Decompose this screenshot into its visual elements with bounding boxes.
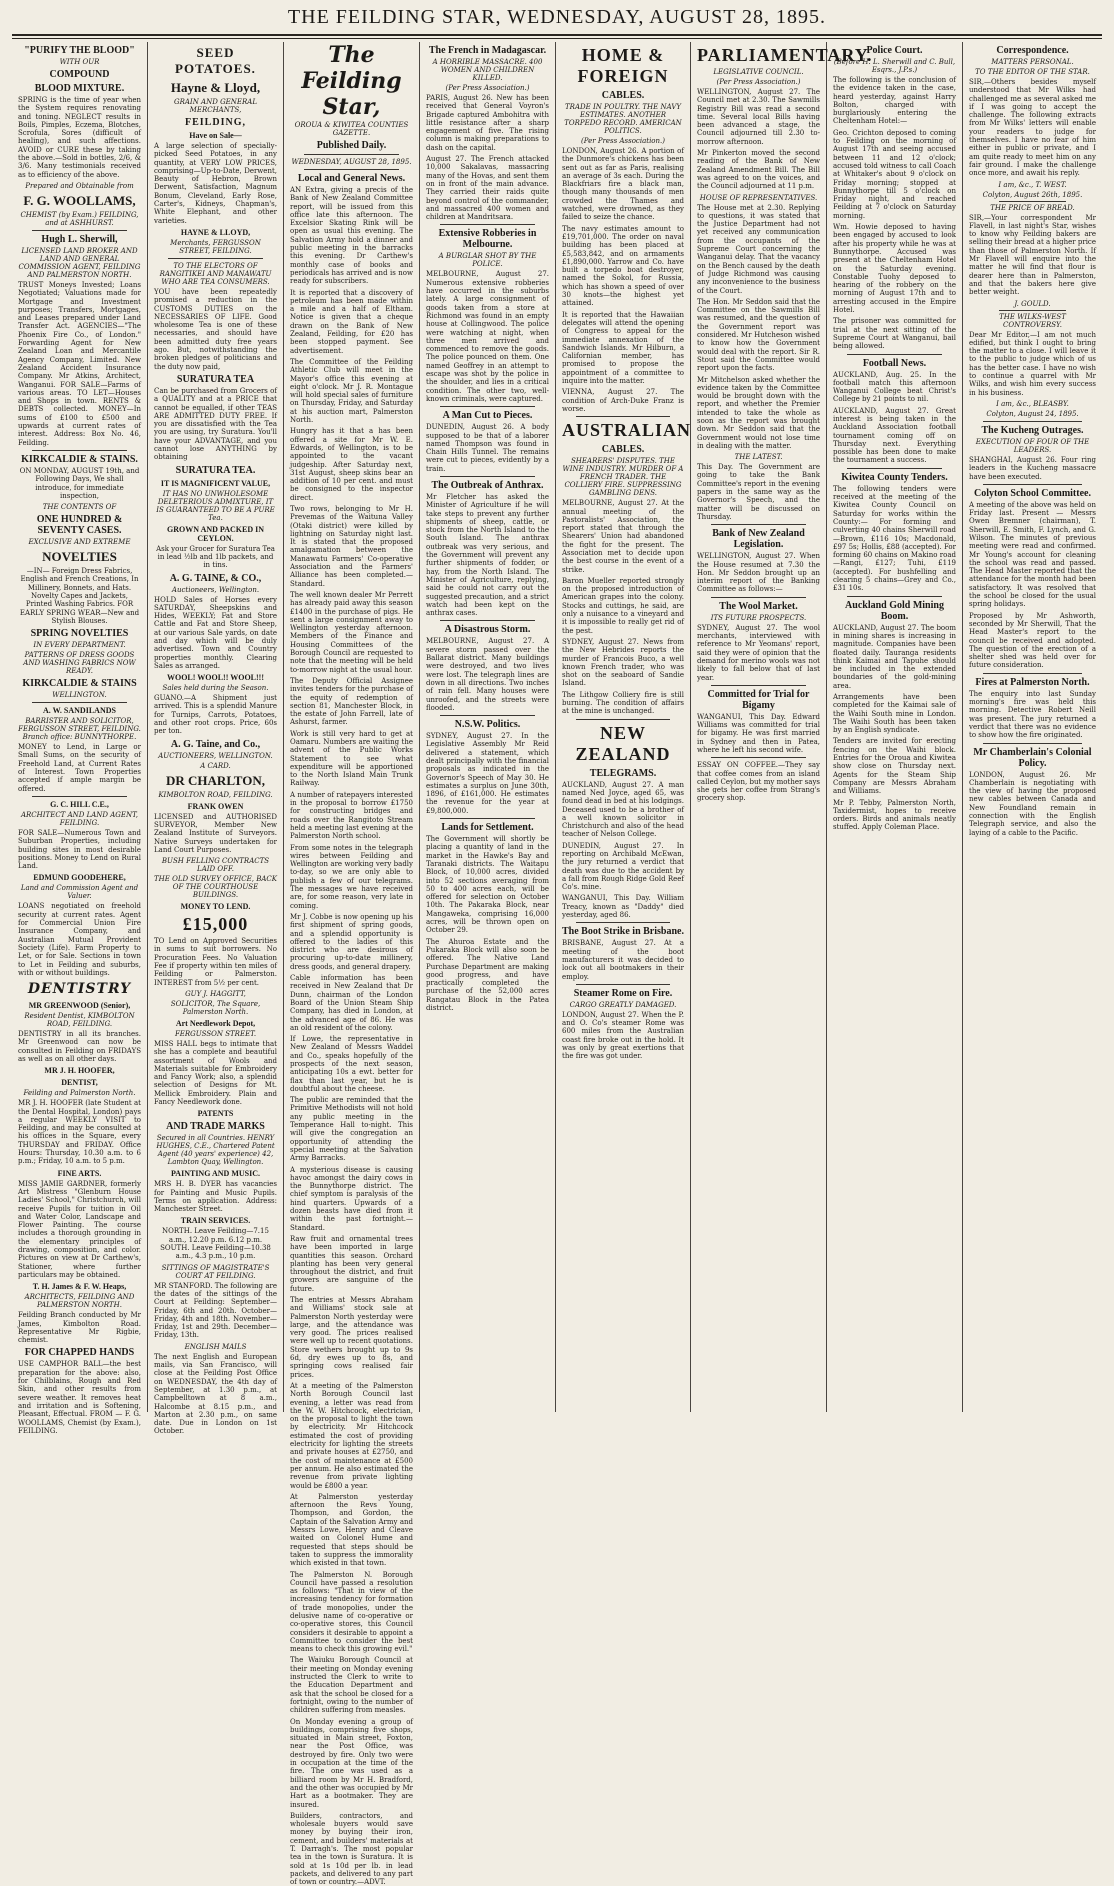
article-heading: Kiwitea County Tenders. — [841, 471, 948, 483]
ad-subheading: BUSH FELLING CONTRACTS LAID OFF. — [161, 857, 270, 874]
news-paragraph: AUCKLAND, Aug. 25. In the football match this afternoon Wanganui College beat Christ's College by 21 points to nil. — [833, 370, 956, 404]
article-heading: Committed for Trial for Bigamy — [707, 688, 810, 711]
ad-heading: TRAIN SERVICES. — [180, 1216, 251, 1226]
article-heading: PARLIAMENTARY. — [697, 45, 873, 65]
paper-subtitle: OROUA & KIWITEA COUNTIES GAZETTE. — [294, 121, 409, 137]
news-paragraph: Cable information has been received in New Zealand that Dr Dunn, chairman of the London Board of the Union Steam Ship Company, has died in London, at the advanced age of 86. He was an old resident of the colony. — [290, 974, 413, 1032]
column-advertisements-2 — [148, 42, 283, 1436]
news-paragraph: Tenders are invited for erecting fencing on the Waihi block. Entries for the Oroua and Kiwitea show close on Thursday next. Agents for the Steam Ship Company are Messrs Abraham and Williams. — [833, 737, 956, 796]
ad-subheading: SOLICITOR, The Square, Palmerston North. — [170, 999, 261, 1016]
ad-subheading: GRAIN AND GENERAL MERCHANTS, — [174, 98, 257, 114]
ad-heading: Art Needlework Depot, — [175, 1018, 256, 1028]
news-paragraph: From some notes in the telegraph wires between Feilding and Wellington are working very badly to-day, so we are only able to publish a few of our telegrams. The messages we have received are, for some reason, very late in coming. — [290, 843, 413, 910]
letter-dateline: Colyton, August 26th, 1895. — [982, 190, 1083, 199]
news-paragraph: The navy estimates amount to £19,701,000. The order on naval building has been placed at £5,583,842, and on armaments £1,890,000. Yarrow and Co. have built a torpedo boat destroyer, named the Sokol, for Russia, which has shown a speed of over 30 knots—the highest yet attained. — [562, 224, 684, 308]
news-paragraph: AUCKLAND, August 27. A man named Ned Joyce, aged 65, was found dead in bed at his lodgings. Deceased used to be a brother of a well known solicitor in Christchurch and also of the head teacher of Nelson College. — [562, 780, 684, 839]
article-heading: TELEGRAMS. — [589, 767, 657, 779]
ad-subheading: BARRISTER AND SOLICITOR, FERGUSSON STREET, FEILDING. Branch office: BUNNYTHORPE. — [18, 717, 141, 742]
ad-heading: GROWN AND PACKED IN CEYLON. — [167, 524, 264, 543]
letter-signature: J. GOULD. — [1014, 299, 1051, 308]
article-subheading: CARGO GREATLY DAMAGED. — [569, 1000, 677, 1009]
ad-subheading: ARCHITECTS, FEILDING AND PALMERSTON NORTH. — [24, 1293, 135, 1310]
news-paragraph: AUCKLAND, August 27. The boom in mining shares is increasing in magnitude. Companies have been floated daily. Tauranga residents think Kaimai and Tapuhe should be included in the extended boundaries of the gold-mining area. — [833, 623, 956, 690]
dentistry-logo: DENTISTRY — [27, 981, 132, 998]
ad-subheading: FERGUSSON STREET. — [174, 1029, 257, 1038]
paper-title: The Feilding Star, — [301, 42, 402, 120]
news-paragraph: Geo. Crichton deposed to coming to Feilding on the morning of August 17th and seeing accused between 11 and 12 o'clock; accused told witness to call Coach at Whitaker's about 9 o'clock on Friday morning; stopped at Bunnythorpe till 5 o'clock on Friday night, and reached Feilding at 7 o'clock on Saturday morning. — [833, 128, 956, 220]
news-paragraph: WELLINGTON, August 27. When the House resumed at 7.30 the Hon. Mr Seddon brought up an interim report of the Banking Committee as follows:— — [697, 552, 820, 594]
ad-heading: Have on Sale— — [189, 131, 242, 140]
news-paragraph: Mr J. Cobbe is now opening up his first shipment of spring goods, and a splendid opportunity is offered to the ladies of this district who are desirous of procuring up-to-date millinery, dress goods, and general drapery. — [290, 912, 413, 971]
divider — [999, 310, 1066, 311]
divider — [711, 757, 806, 758]
news-paragraph: Wm. Howie deposed to having been engaged by accused to look after his property while he was at Bunnythorpe. Accused was present at the Cheltenham Hotel on the Saturday evening. Constable Tuohy deposed to hearing of the robbery on the morning of August 17th and to arresting accused in the Empire Hotel. — [833, 223, 956, 315]
ad-body: Feilding Branch conducted by Mr James, Kimbolton Road. Representative Mr Rigbie, chemist. — [18, 1311, 141, 1345]
ad-body: GUANO.—A Shipment just arrived. This is a splendid Manure for Turnips, Carrots, Potatoes, and other root crops. Price, 60s per ton. — [154, 694, 277, 736]
masthead: THE FEILDING STAR, WEDNESDAY, AUGUST 28, 1895. — [287, 6, 827, 28]
press-association-credit: (Per Press Association.) — [716, 78, 801, 86]
ad-subheading: Merchants, FERGUSSON STREET, FEILDING. — [170, 238, 261, 255]
ad-amount: £15,000 — [182, 914, 249, 935]
divider — [711, 524, 806, 525]
paper-frequency: Published Daily. — [316, 140, 387, 151]
article-subheading: EXECUTION OF FOUR OF THE LEADERS. — [975, 437, 1090, 454]
divider — [440, 224, 535, 225]
news-paragraph: The following tenders were received at the meeting of the Kiwitea County Council on Saturday for works within the County:— For forming and culverting 40 chains Sherwill road—Brown, £116 10s; Macdonald, £97 5s; Hollis, £88 (accepted). For forming 60 chains on Makino road—Rangi, £127; Tuhi, £119 (accepted). For bushfelling and clearing 5 chains—Grey and Co., £31 10s. — [833, 484, 956, 593]
news-paragraph: The entries at Messrs Abraham and Williams' stock sale at Palmerston North yesterday were large, and the attendance was very good. The prices realised were well up to recent quotations. Store wethers brought up to 9s 6d, dry ewes up to 8s, and springing cows realised fair prices. — [290, 1296, 413, 1379]
ad-subheading: ARCHITECT AND LAND AGENT, FEILDING. — [20, 810, 138, 827]
ad-heading: ONE HUNDRED & SEVENTY CASES. — [36, 514, 123, 537]
article-heading: Mr Chamberlain's Colonial Policy. — [973, 746, 1092, 769]
ad-body: MR J. H. HOOFER (late Student at the Dental Hospital, London) pays a regular WEEKLY VISIT to Feilding, and may be consulted at his offices in the Square, every THURSDAY and FRIDAY. Office Hours: Thursday, 10.30 a.m. to 6 p.m.; Friday, 10 a.m. to 5 p.m. — [18, 1099, 141, 1166]
ad-heading: IT IS MAGNIFICENT VALUE, — [160, 478, 271, 488]
news-paragraph: AUCKLAND, August 27. Great interest is being taken in the Auckland Association football tournament coming off on Thursday next. Everything possible has been done to make the tournament a success. — [833, 406, 956, 465]
news-paragraph: The Government will shortly be placing a quantity of land in the market in the Hawke's Bay and Taranaki districts. The Waitapu Block, of 10,000 acres, divided into 52 sections averaging from 50 to 400 acres each, will be offered for selection on October 10th. The Pakaraka Block, near Mangaweka, comprising 16,000 acres, will be thrown open on October 29. — [426, 835, 549, 935]
ad-subheading: WELLINGTON. — [52, 691, 107, 700]
news-paragraph: It is reported that the Hawaiian delegates will attend the opening of Congress to appeal for the immediate annexation of the Sandwich Islands. Mr Hilburn, a Californian member, has promised to propose the appointment of a committee to inquire into the matter. — [562, 310, 684, 386]
ad-heading: SPRING NOVELTIES — [30, 628, 129, 640]
ad-subheading: ENGLISH MAILS — [184, 1342, 247, 1351]
divider — [440, 620, 535, 621]
news-paragraph: August 27. The French attacked 10,000 Sakalavas, massacring many of the Hovas, and sent them on in front of the main advance. They carried their raids quite beyond control of the commander, and massacred 400 women and children at Mandritsara. — [426, 155, 549, 222]
news-paragraph: It is reported that a discovery of petroleum has been made within a mile and a half of Eltham. Notice is given that a cheque drawn on the Bank of New Zealand, Feilding, for £20 has been stopped payment. See advertisement. — [290, 288, 413, 355]
news-paragraph: The well known dealer Mr Perrett has already paid away this season £1400 in the purchase of pigs. He sent a large consignment away to Wellington yesterday afternoon. Members of the Finance and Housing Committees of the Borough Council are requested to note that the meeting will be held to-morrow night at the usual hour. — [290, 590, 413, 674]
ad-heading: MR GREENWOOD (Senior), — [28, 1001, 131, 1011]
news-paragraph: If Lowe, the representative in New Zealand of Messrs Waddel and Co., speaks hopefully of the prospects of the next season, anticipating 10s a ewt. better for flax than last year, but he is doubtful about the cheese. — [290, 1035, 413, 1093]
news-paragraph: The Hon. Mr Seddon said that the Committee on the Sawmills Bill was resumed, and the question of the Government report was considered. Mr Hutcheson wished to know how the Government would deal with the report. Sir R. Stout said the Committee would report upon the facts. — [697, 297, 820, 373]
divider — [304, 169, 399, 170]
ad-heading: BLOOD MIXTURE. — [34, 83, 125, 94]
news-paragraph: On Monday evening a group of buildings, comprising five shops, situated in Main street, Foxton, near the Post Office, was destroyed by fire. Only two were in occupation at the time of the fire. The one was used as a billiard room by Mr H. Bradford, and the other was occupied by Mr Hart as a bootmaker. They are insured. — [290, 1717, 413, 1809]
news-paragraph: DUNEDIN, August 26. A body supposed to be that of a laborer named Thompson was found in Chain Hills Tunnel. The remains were cut to pieces, evidently by a train. — [426, 423, 549, 473]
ad-body: DENTISTRY in all its branches. Mr Greenwood can now be consulted in Feilding on FRIDAYS as well as on all other days. — [18, 1030, 141, 1063]
divider — [711, 597, 806, 598]
issue-date: WEDNESDAY, AUGUST 28, 1895. — [291, 158, 412, 166]
news-paragraph: SHANGHAI, August 26. Four ring leaders in the Kucheng massacre have been executed. — [969, 455, 1096, 481]
article-subheading: SHEARERS' DISPUTES. THE WINE INDUSTRY. MURDER OF A FRENCH TRADER. THE COLLIERY FIRE. SUPPRESSING GAMBLING DENS. — [562, 457, 684, 498]
press-association-credit: (Per Press Association.) — [445, 84, 530, 92]
news-paragraph: Proposed by Mr Ashworth, seconded by Mr Sherwill, That the Head Master's report to the council be received and adopted. The question of the erection of a shelter shed was held over for future consideration. — [969, 611, 1096, 670]
news-paragraph: DUNEDIN, August 27. In reporting on Archibald McEwan, the jury returned a verdict that death was due to the accident by a fall from Rough Ridge Gold Reef Co's. mine. — [562, 841, 684, 892]
ad-body: MISS HALL begs to intimate that she has a complete and beautiful assortment of Wools and Materials suitable for Embroidery and Fancy Work; also, a splendid selection of Designs for Mt. Mellick Embroidery. Plain and Fancy Needlework done. — [154, 1039, 277, 1106]
column-news-2 — [827, 42, 962, 1414]
ad-heading: NOVELTIES — [42, 549, 117, 565]
news-paragraph: MELBOURNE, August 27. At the annual meeting of the Pastoralists' Association, the report stated that through the Shearers' Union had abandoned the fight for the present. The Association met to decide upon the best course in the event of a strike. — [562, 499, 684, 574]
column-parliament — [691, 42, 873, 1414]
divider — [32, 450, 127, 451]
ad-subheading: PATTERNS OF DRESS GOODS AND WASHING FABRICS NOW READY. — [23, 651, 136, 676]
news-paragraph: Work is still very hard to get at Oamaru. Numbers are waiting the advent of the Public Works Statement to see what expenditure will be apportioned to the North Island Main Trunk Railway. — [290, 729, 413, 788]
ad-subheading: Sales held during the Season. — [162, 684, 269, 693]
article-heading: Extensive Robberies in Melbourne. — [438, 228, 537, 251]
ad-heading: T. H. James & F. W. Heaps, — [32, 1282, 127, 1292]
ad-body: USE CAMPHOR BALL—the best preparation for the above: also, for Chilblains, Rough and Red Skin, and other results from severe weather. It removes heat and irritation and is Softening, Pleasant, Effectual. FROM — F. G. WOOLLAMS, Chemist (by Exam.), FEILDING. — [18, 1360, 141, 1435]
article-heading: CABLES. — [601, 444, 645, 456]
ad-heading: FRANK OWEN — [187, 801, 244, 811]
news-paragraph: SYDNEY, August 27. In the Legislative Assembly Mr Reid delivered a statement, which dealt principally with the financial proposals as indicated in the Governor's Speech of May 30. He estimates a surplus on June 30th, 1896, of £161,000. He estimates the revenue for the year at £9,800,000. — [426, 732, 549, 815]
ad-body: LOANS negotiated on freehold security at current rates. Agent for Commercial Union Fire Insurance Company, and Australian Mutual Provident Society (Life). Farm Property to Let, or for Sale. Sections in town to Let in Feilding and suburbs, with or without buildings. — [18, 902, 141, 977]
ad-body: Ask your Grocer for Suratura Tea in lead ½lb and 1lb packets, and in tins. — [156, 544, 275, 570]
ad-body: The next English and European mails, via San Francisco, will close at the Feilding Post Office on WEDNESDAY, the 4th day of September, at 1.30 p.m., at Campbelltown at 8 a.m., Halcombe at 8.15 p.m., and Marton at 2.30 p.m., on same date. Due in London on 1st October. — [154, 1352, 277, 1436]
divider — [32, 702, 127, 703]
news-paragraph: WELLINGTON, August 27. The Council met at 2.30. The Sawmills Registry Bill was read a second time. Several local Bills having been advanced a stage, the Council adjourned till 2.30 to-morrow afternoon. — [697, 88, 820, 146]
article-heading: Correspondence. — [996, 45, 1069, 56]
ad-heading: MR J. H. HOOFER, — [44, 1066, 115, 1076]
ad-subheading: Prepared and Obtainable from — [25, 181, 134, 190]
news-paragraph: The Waiuku Borough Council at their meeting on Monday evening instructed the Clerk to write to the Education Department and ask that the school be closed for a fortnight, owing to the number of children suffering from measles. — [290, 1656, 413, 1715]
news-paragraph: Mr P. Tebby, Palmerston North, Taxidermist, hopes to receive orders. Birds and animals neatly stuffed. Apply Coleman Place. — [833, 798, 956, 832]
ad-subheading: SITTINGS OF MAGISTRATE'S COURT AT FEILDING. — [161, 1263, 270, 1280]
news-paragraph: Mr Fletcher has asked the Minister of Agriculture if he will take steps to prevent any further shipments of sheep, cattle, or stock from the North Island to the South Island. The anthrax outbreak was very serious, and the Government will prevent any further shipments of fodder, or hay, from the North Island. The Minister of Agriculture, replying, said he could not carry out the suggested precaution, and a strict watch had been kept on the anthrax cases. — [426, 492, 549, 618]
ad-body: SPRING is the time of year when the System requires renovating and toning. NEGLECT results in Boils, Pimples, Eczema, Blotches, Scrofula, Sores (difficult of healing), and such affections. AVOID or CURE these by taking the above.—Sold in bottles, 2/6, & 3/6. Many testimonials received as to efficiency of the above. — [18, 96, 141, 179]
news-paragraph: WANGANUI, This Day. William Treacy, known as "Daddy" died yesterday, aged 86. — [562, 894, 684, 920]
ad-body: NORTH. Leave Feilding—7.15 a.m., 12.20 p.m. 6.12 p.m. SOUTH. Leave Feilding—10.38 a.m., 4.3 p.m., 10 p.m. — [160, 1227, 271, 1261]
news-paragraph: LONDON, August 26. Mr Chamberlain is negotiating with the view of having the proposed new cables between Canada and New Foundland remain in connection with the English Telegraph service, and also the laying of a cable to the Pacific. — [969, 770, 1096, 837]
divider — [440, 818, 535, 819]
press-association-credit: (Per Press Association.) — [581, 137, 665, 145]
ad-heading: AND TRADE MARKS — [166, 1121, 265, 1133]
article-subheading: LEGISLATIVE COUNCIL. — [713, 68, 804, 76]
news-paragraph: BRISBANE, August 27. At a meeting of the boot manufacturers it was decided to lock out all bootmakers in their employ. — [562, 939, 684, 981]
divider — [440, 715, 535, 716]
column-editorial — [284, 42, 419, 1886]
article-heading: Football News. — [862, 357, 927, 369]
ad-subheading: Feilding and Palmerston North. — [23, 1089, 136, 1098]
ad-subheading: KIMBOLTON ROAD, FEILDING. — [158, 790, 273, 799]
ad-subheading: AUCTIONEERS, WELLINGTON. — [158, 751, 273, 760]
news-paragraph: WANGANUI, This Day. Edward Williams was committed for trial for bigamy. He was first married in Sydney and then in Patea, where he left his second wife. — [697, 712, 820, 754]
article-heading: The Wool Market. — [719, 600, 798, 612]
article-subheading: (Before H. L. Sherwill and C. Bull, Esqrs., J.P.s.) — [833, 58, 956, 74]
article-heading: Fires at Palmerston North. — [975, 676, 1090, 688]
news-paragraph: This Day. The Government are going to take the Bank Committee's report in the evening papers in the same way as the Governor's Speech, and the matter will be discussed on Thursday. — [697, 463, 820, 521]
ad-body: MISS JAMIE GARDNER, formerly Art Mistress "Glenburn House Ladies' School," Christchurch, will receive Pupils for tuition in Oil and Water Color, Landscape and Flower Painting. The course includes a thorough grounding in the elementary principles of drawing, composition, and color. Pictures on view at Dr Carthew's, Stationer, where further particulars may be obtained. — [18, 1179, 141, 1279]
ad-heading: F. G. WOOLLAMS, — [23, 192, 136, 208]
ad-subheading: IN EVERY DEPARTMENT. — [33, 641, 126, 650]
divider — [440, 476, 535, 477]
column-correspondence — [963, 42, 1102, 1414]
ad-body: HOLD Sales of Horses every SATURDAY, Sheepskins and Hides, WEEKLY; Fat and Store Cattle and Fat and Store Sheep, at our various Sale yards, on date and day which will be duly advertised. Town and Country properties monthly. Clearing Sales as arranged. — [154, 595, 277, 670]
ad-subheading: Land and Commission Agent and Valuer. — [20, 884, 139, 901]
ad-subheading: THE CONTENTS OF — [42, 503, 117, 512]
ad-subheading: GUY J. HAGGITT, — [185, 989, 246, 998]
news-paragraph: The enquiry into last Sunday morning's fire was held this morning. Detective Robert Neill was present. The jury returned a verdict that there was no evidence to show how the fire originated. — [969, 689, 1096, 740]
news-paragraph: Mr Mitchelson asked whether the evidence taken by the Committee would be brought down with the report, and whether the Premier intended to take the whole as soon as the report was brought down. Mr Seddon said that the Government would not lose time in dealing with the matter. — [697, 375, 820, 450]
news-paragraph: VIENNA, August 27. The condition of Arch-Duke Franz is worse. — [562, 388, 684, 413]
news-paragraph: At Palmerston yesterday afternoon the Revs Young, Thompson, and Gordon, the Captain of the Salvation Army and Messrs Lowe, Henry and Cleave waited on Colonel Hume and requested that steps should be taken to suppress the immorality which existed in that town. — [290, 1492, 413, 1568]
article-heading: The Kucheng Outrages. — [981, 424, 1084, 436]
ad-heading: A. W. SANDILANDS — [43, 706, 116, 716]
ad-heading: MONEY TO LEND. — [180, 902, 251, 912]
ad-heading: A. G. Taine, and Co., — [170, 738, 261, 750]
article-subheading: ITS FUTURE PROSPECTS. — [710, 613, 807, 622]
news-paragraph: Mr Pinkerton moved the second reading of the Bank of New Zealand Amendment Bill. The Bill was agreed to on the voices, and the Council adjourned at 11 p.m. — [697, 149, 820, 191]
ad-heading: Hugh L. Sherwill, — [41, 233, 118, 245]
divider — [983, 673, 1082, 674]
article-heading: NEW ZEALAND — [575, 722, 671, 764]
news-paragraph: The Committee of the Feilding Athletic Club will meet in the Mayor's office this evening at eight o'clock. Mr J. R. Montague will hold special sales of furniture on Thursday, Friday, and Saturday at his auction mart, Palmerston North. — [290, 357, 413, 425]
divider — [440, 406, 535, 407]
ad-subheading: WITH OUR — [59, 58, 100, 66]
ad-heading: DR CHARLTON, — [166, 772, 265, 788]
news-paragraph: AN Extra, giving a precis of the Bank of New Zealand Committee report, will be issued from this office late this afternoon. The Excelsior Skating Rink will be open as usual this evening. The Salvation Army hold a dinner and public meeting in the barracks this evening. Dr Carthew's monthly case of books and periodicals has arrived and is now ready for subscribers. — [290, 186, 413, 286]
article-heading: Auckland Gold Mining Boom. — [845, 599, 944, 622]
masthead-rule — [12, 34, 1102, 36]
article-subheading: TRADE IN POULTRY. THE NAVY ESTIMATES. ANOTHER TORPEDO RECORD. AMERICAN POLITICS. — [564, 103, 682, 135]
divider — [999, 201, 1066, 202]
divider — [983, 484, 1082, 485]
letter-signature: I am, &c., T. WEST. — [998, 180, 1067, 189]
ad-body: TO Lend on Approved Securities in sums to suit borrowers. No Procuration Fees. No Valuation Fee if property within ten miles of Feilding or Palmerston. INTEREST from 5½ per cent. — [154, 937, 277, 987]
column-news-1 — [420, 42, 555, 1414]
ad-subheading: Auctioneers, Wellington. — [171, 585, 260, 594]
ad-subheading: THE OLD SURVEY OFFICE, BACK OF THE COURTHOUSE BUILDINGS. — [154, 875, 277, 900]
article-heading: HOME & FOREIGN — [577, 45, 669, 86]
ad-heading: A. G. TAINE, & CO., — [169, 572, 262, 584]
article-heading: The Boot Strike in Brisbane. — [562, 926, 684, 938]
ad-subheading: IT HAS NO UNWHOLESOME DELETERIOUS ADMIXTURE, IT IS GUARANTEED TO BE A PURE Tea. — [156, 489, 275, 522]
ad-heading: COMPOUND — [49, 69, 110, 80]
article-heading: The Outbreak of Anthrax. — [431, 479, 544, 491]
article-heading: Police Court. — [866, 45, 923, 56]
ad-heading: SURATURA TEA — [176, 373, 255, 385]
letter-signature: I am, &c., BLEASBY. — [996, 399, 1069, 408]
ad-subheading: EXCLUSIVE AND EXTREME — [28, 538, 131, 547]
news-paragraph: MELBOURNE, August 27. Numerous extensive robberies have occurred in the suburbs lately. A large consignment of goods taken from a store at Richmond was found in an empty house at Collingwood. The police were watching at night, when three men arrived and commenced to remove the goods. The police pounced on them. One named Geoffrey in an attempt to escape was shot by the police in the shoulder, and lies in a critical condition. The other two, well-known criminals, were captured. — [426, 270, 549, 403]
ad-subheading: Resident Dentist, KIMBOLTON ROAD, FEILDING. — [24, 1012, 135, 1029]
divider — [32, 230, 127, 231]
article-heading: AUSTRALIAN — [562, 420, 692, 441]
article-heading: A Man Cut to Pieces. — [442, 410, 533, 422]
ad-heading: "PURIFY THE BLOOD" — [24, 45, 135, 56]
divider — [847, 468, 942, 469]
news-paragraph: At a meeting of the Palmerston North Borough Council last evening, a letter was read from the W. W. Hitchcock, electrician, on the proposal to light the town by electricity. Mr Hitchcock estimated the cost of providing electricity for lighting the streets and private houses at £2750, and the cost of maintenance at £500 per annum. He also estimated the revenue from private lighting would be £800 a year. — [290, 1381, 413, 1490]
divider — [32, 796, 127, 797]
article-heading: The French in Madagascar. — [428, 45, 547, 56]
news-paragraph: The House met at 2.30. Replying to questions, it was stated that the Justice Department had not yet received any communication from the occupants of the Supreme Court concerning the Wanganui delay. That the vacancy on the Bench caused by the death of Judge Richmond was causing any inconvenience to the business of the Court. — [697, 203, 820, 295]
divider — [576, 922, 670, 923]
ad-subheading: LICENSED LAND BROKER AND LAND AND GENERAL COMMISSION AGENT, FEILDING AND PALMERSTON NORTH. — [18, 246, 141, 279]
article-heading: Lands for Settlement. — [441, 822, 534, 834]
article-heading: CABLES. — [601, 90, 645, 101]
news-paragraph: Raw fruit and ornamental trees have been imported in large quantities this season. Orchard planting has been very general throughout the district, and fruit growers are sanguine of the future. — [290, 1234, 413, 1293]
ad-heading: G. C. HILL C.E., — [50, 799, 109, 809]
ad-body: MONEY to Lend, in Large or Small Sums, on the security of Freehold Land, at Current Rates of Interest. Town Properties accepted if ample margin be offered. — [18, 743, 141, 793]
ad-heading: SEED POTATOES. — [175, 45, 256, 76]
ad-heading: FINE ARTS. — [57, 1168, 102, 1178]
news-paragraph: The prisoner was committed for trial at the next sitting of the Supreme Court at Wanganui, bail being allowed. — [833, 317, 956, 351]
column-cables — [556, 42, 690, 1414]
news-paragraph: The Palmerston N. Borough Council have passed a resolution as follows: "That in view of the increasing tendency for formation of trade monopolies, under the delusive name of co-operative or co-operative stores, this Council considers it desirable to appoint a Committee to consider the best means to check this growing evil." — [290, 1570, 413, 1654]
divider — [983, 743, 1082, 744]
news-paragraph: The following is the conclusion of the evidence taken in the case, heard yesterday, against Harry Bolton, charged with burglariously entering the Cheltenham Hotel:— — [833, 76, 956, 126]
letter-paragraph: Dear Mr Editor,—I am not much edified, but think I ought to bring the matter to a close. I will leave it to the public to judge which of us has the better case. I have no wish to continue a quarrel with Mr Wilks, and wish him every success in his business. — [969, 330, 1096, 397]
ad-heading: PAINTING AND MUSIC. — [171, 1169, 260, 1179]
article-subheading: TO THE EDITOR OF THE STAR. — [975, 68, 1090, 76]
news-paragraph: A number of ratepayers interested in the proposal to borrow £1750 for constructing bridges and roads over the Rangitoto Stream held a meeting last evening at the Palmerston North school. — [290, 790, 413, 841]
divider — [576, 984, 670, 985]
ad-body: Can be purchased from Grocers of a QUALITY and at a PRICE that cannot be equalled, if other TEAS ARE ADMITTED DUTY FREE. If you are dissatisfied with the Tea you are using, try Suratura. You'll have your ADVANTAGE, and you cannot lose ANYTHING by obtaining — [154, 386, 277, 462]
news-paragraph: SYDNEY, August 27. The wool merchants, interviewed with reference to Mr Yeomans' report, said they were of opinion that the demand for merino wools was not likely to fall below that of last year. — [697, 623, 820, 682]
news-paragraph: Two rows, belonging to Mr H. Prevemas of the Waituna Valley (Otaki district) were killed by lightning on Saturday night last. It is stated that the proposed amalgamation between the Manawatu Farmers' Co-operative Association and the Farmers' Alliance has been completed.—Standard. — [290, 504, 413, 588]
letter-paragraph: SIR,—Your correspondent Mr Flavell, in last night's Star, wishes to know why Feilding bakers are selling their bread at a higher price than those of Palmerston North. If Mr Flavell will enquire into the matter he will find that flour is dearer here than in Palmerston, and that the bakers here give better weight. — [969, 213, 1096, 297]
news-paragraph: A mysterious disease is causing havoc amongst the dairy cows in the Bunnythorpe district. The chief symptom is paralysis of the hind quarters. Upwards of a dozen beasts have died from it within the past fortnight.—Standard. — [290, 1165, 413, 1232]
divider — [304, 154, 399, 155]
article-heading: Bank of New Zealand Legislation. — [712, 528, 805, 551]
divider — [576, 719, 670, 720]
news-paragraph: A meeting of the above was held on Friday last. Present — Messrs Owen Bremner (chairman), T. Sherwill, E. Smith, F. Lynch, and G. Wilson. The minutes of previous meeting were read and confirmed. Mr Young's account for cleaning the school was read and passed. The Head Master reported that the attendance for the month had been satisfactory. It was resolved that the school be closed for the usual spring holidays. — [969, 500, 1096, 609]
ad-body: —IN— Foreign Dress Fabrics, English and French Creations, In Millinery, Bonnets, and Hats. Novelty Capes and Jackets, Printed Washing Fabrics. FOR EARLY SPRING WEAR—New and Stylish Blouses. — [19, 567, 140, 625]
ad-heading: SURATURA TEA. — [175, 464, 256, 476]
ad-subheading: TO THE ELECTORS OF RANGITIKEI AND MANAWATU WHO ARE TEA CONSUMERS. — [159, 261, 272, 286]
ad-body: FOR SALE—Numerous Town and Suburban Properties, including building sites in most desirable positions. Money to Lend on Rural Land. — [18, 828, 141, 871]
ad-heading: HAYNE & LLOYD, — [180, 227, 251, 237]
news-paragraph: The Ahuroa Estate and the Pukaraka Block will also soon be offered. The Native Land Purchase Department are making good progress, and have practically completed the purchase of the 52,000 acres Rangatau Block in the Patea district. — [426, 937, 549, 1013]
divider — [847, 596, 942, 597]
article-heading: Colyton School Committee. — [974, 487, 1091, 499]
news-paragraph: Baron Mueller reported strongly on the proposed introduction of American grapes into the colony. Stocks and cuttings, he said, are only a nuisance to a vineyard and it is impossible to really get rid of the pest. — [562, 576, 684, 635]
ad-heading: Hayne & Lloyd, — [170, 80, 261, 95]
ad-body: MR STANFORD. The following are the dates of the sittings of the Court at Feilding: September— Friday, 6th and 20th. October— Friday, 4th and 18th. November— Friday, 1st and 29th. December— Friday, 13th. — [154, 1281, 277, 1340]
ad-body: LICENSED and AUTHORISED SURVEYOR, Member New Zealand Institute of Surveyors. Native Surveys undertaken for Land Court Purposes. — [154, 812, 277, 854]
ad-body: A large selection of specially-picked Seed Potatoes, in any quantity, at VERY LOW PRICES, comprising—Up-to-Date, Derwent, Beauty of Hebron, Brown Derwent, Satisfaction, Magnum Bonum, Cleveland, Early Rose, Carter's, Kidneys, Chapman's, White Elephant, and other varieties. — [154, 142, 277, 225]
ad-subheading: Secured in all Countries. HENRY HUGHES, C.E., Chartered Patent Agent (40 years' experience) 42, Lambton Quay, Wellington. — [156, 1134, 275, 1167]
article-heading: Steamer Rome on Fire. — [573, 987, 673, 999]
article-heading: N.S.W. Politics. — [454, 719, 521, 731]
section-heading: Local and General News. — [297, 173, 406, 184]
ad-heading: FEILDING, — [185, 117, 246, 128]
news-paragraph: The public are reminded that the Primitive Methodists will not hold any public meeting in the Temperance Hall to-night. This will give the congregation an opportunity of attending the special meeting at the Salvation Army Barracks. — [290, 1096, 413, 1163]
news-paragraph: LONDON, August 27. When the P. and O. Co's steamer Rome was 600 miles from the Australian coast fire broke out in the hold. It was only by great exertions that the fire was got under. — [562, 1010, 684, 1061]
column-advertisements-1 — [12, 42, 147, 1435]
ad-body: ON MONDAY, AUGUST 19th, and Following Days, We shall introduce, for immediate inspection, — [19, 466, 140, 500]
news-paragraph: The Lithgow Colliery fire is still burning. The condition of affairs at the mine is unchanged. — [562, 690, 684, 716]
article-subheading: A HORRIBLE MASSACRE. 400 WOMEN AND CHILDREN KILLED. — [432, 58, 543, 82]
ad-subheading: A CARD. — [200, 761, 231, 770]
ad-heading: KIRKCALDIE & STAINS. — [21, 453, 138, 465]
article-subheading: THE PRICE OF BREAD. — [990, 203, 1075, 212]
news-paragraph: Arrangements have been completed for the Kaimai sale of the Waihi South mine in London. The Waihi South has been taken by an English syndicate. — [833, 693, 956, 735]
ad-body: MRS H. B. DYER has vacancies for Painting and Music Pupils. Terms on application. Address: Manchester Street. — [154, 1180, 277, 1214]
news-paragraph: LONDON, August 26. A portion of the Dunmore's chickens has been sent out as far as Paris, realising an average of 3s each. During the Blackfriars fire a black man, though many thousands of men crowded the Thames and watched, were drowned, as they failed to seize the chance. — [562, 147, 684, 222]
news-paragraph: Hungry has it that a has been offered a site for Mr W. E. Edwards, of Wellington, is to be appointed to the vacant judgeship. After Saturday next, 31st August, sheep skins bear an addition of 10 per cent. and must be consigned to the inspector direct. — [290, 427, 413, 502]
divider — [168, 258, 263, 259]
news-paragraph: PARIS, August 26. New has been received that General Voyron's Brigade captured Ambohitra with little resistance after a sharp engagement of five. The rising column is making preparations to dash on the capital. — [426, 94, 549, 152]
news-paragraph: MELBOURNE, August 27. A severe storm passed over the Ballarat district. Many buildings were destroyed, and two lives were lost. The telegraph lines are down in all directions. Two inches of rain fell. Many houses were unroofed, and the streets were flooded. — [426, 637, 549, 712]
article-subheading: THE WILKS-WEST CONTROVERSY. — [999, 312, 1066, 329]
ad-body: YOU have been repeatedly promised a reduction in the CUSTOMS DUTIES on the NECESSARIES OF LIFE. Good wholesome Tea is one of these necessaries, and should have been admitted duty free years ago. But, notwithstanding the broken pledges of politicians and the duty now paid, — [154, 287, 277, 371]
letter-dateline: Colyton, August 24, 1895. — [986, 409, 1079, 418]
divider — [576, 416, 670, 417]
article-subheading: HOUSE OF REPRESENTATIVES. — [699, 193, 818, 202]
ad-body: TRUST Moneys Invested; Loans Negotiated; Valuations made for Mortgage and Investment purposes; Transfers, Mortgages, and Leases prepared under Land Transfer Act. AGENCIES—"The Phoenix Fire Co., of London." Forwarding Agent for New Zealand Loan and Mercantile Agency Company, Limited. New Zealand Accident Insurance Company. Mr Atkins, Architect, Wanganui. FOR SALE—Farms of various areas. TO LET—Houses and Shops in town. RENTS & DEBTS collected. MONEY—In sums of £100 to £500 and upwards at current rates of interest. Address: Box No. 46, Feilding. — [18, 280, 141, 447]
news-paragraph: SYDNEY, August 27. News from the New Hebrides reports the murder of Francois Buco, a well known French trader, who was shot on the seaboard of Sandie Island. — [562, 637, 684, 688]
ad-heading: KIRKCALDIE & STAINS — [22, 678, 137, 690]
ad-heading: DENTIST, — [61, 1078, 98, 1088]
ad-subheading: CHEMIST (by Exam.) FEILDING, and at ASHHURST. — [20, 210, 139, 227]
ad-heading: PATENTS — [197, 1109, 234, 1119]
ad-heading: WOOL! WOOL!! WOOL!!! — [166, 673, 265, 683]
divider — [983, 421, 1082, 422]
article-subheading: THE LATEST. — [734, 453, 783, 462]
divider — [847, 354, 942, 355]
article-heading: A Disastrous Storm. — [444, 624, 531, 636]
divider — [711, 685, 806, 686]
masthead-rule-thin — [12, 38, 1102, 39]
news-paragraph: Builders, contractors, and wholesale buyers would save money by buying their iron, cement, and builders' materials at T. Darragh's. The most popular tea in the town is Suratura. It is sold at 1s 10d per lb. in lead packets, and delivered to any part of town or country.—ADVT. — [290, 1811, 413, 1886]
article-subheading: A BURGLAR SHOT BY THE POLICE. — [438, 252, 537, 269]
ad-heading: EDMUND GOODEHERE, — [33, 873, 126, 883]
news-paragraph: ESSAY ON COFFEE.—They say that coffee comes from an island called Ceylon, but my mother says she gets her coffee from Strang's grocery shop. — [697, 761, 820, 803]
letter-paragraph: SIR,—Others besides myself understood that Mr Wilks had challenged me as several asked me if I was going to accept the challenge. The following extracts from Mr Wilks' letters will enable your readers to judge for themselves. I have no fear of him either in public or private, and I am quite ready to meet him on any fair ground. I make the challenge once more, and await his reply. — [969, 78, 1096, 178]
article-subheading: MATTERS PERSONAL. — [991, 58, 1074, 66]
ad-heading: FOR CHAPPED HANDS — [24, 1347, 135, 1359]
news-paragraph: The Deputy Official Assignee invites tenders for the purchase of the equity of redemption of section 81, Manchester Block, in the estate of John Farrell, late of Ashurst, farmer. — [290, 676, 413, 727]
